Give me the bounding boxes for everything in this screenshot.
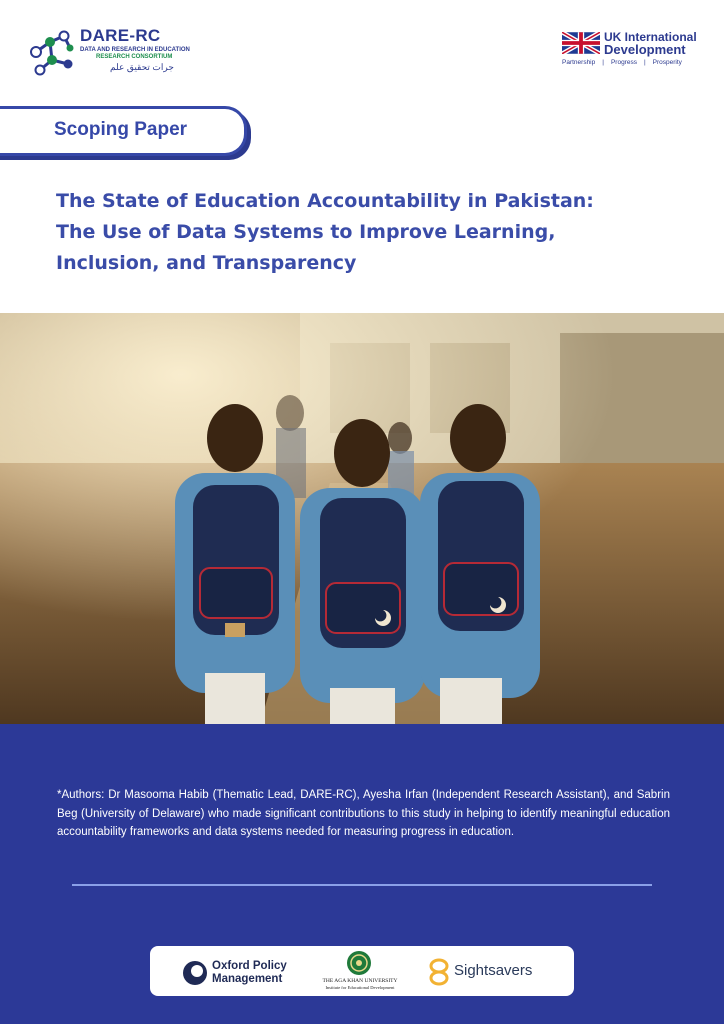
dare-rc-consortium: RESEARCH CONSORTIUM	[96, 54, 173, 60]
opm-logo-icon	[182, 960, 208, 986]
uk-tagline	[562, 59, 682, 66]
uk-international-development-logo	[560, 30, 710, 70]
sightsavers-logo-icon	[428, 958, 450, 986]
partner-logos-bar	[150, 946, 574, 996]
uk-name-line2: Development	[604, 42, 686, 57]
page-title	[56, 186, 656, 279]
divider	[72, 884, 652, 886]
uk-flag-icon	[562, 32, 600, 54]
cover-photo	[0, 313, 724, 724]
opm-name-line1: Oxford Policy	[212, 960, 287, 972]
uk-tag-progress: Progress	[610, 59, 637, 66]
uk-tag-separator: |	[602, 59, 604, 66]
dare-network-icon	[26, 28, 76, 76]
authors-note: *Authors: Dr Masooma Habib (Thematic Lead, DARE-RC), Ayesha Irfan (Independent Research Assistant), and Sabrin Beg (University of Delaware) who made significant contributions to this study in helping to identify meaningful education accountability frameworks and data systems needed for measuring progress in education.	[57, 789, 670, 838]
oxford-policy-management-logo	[182, 958, 302, 986]
document-type-badge	[0, 106, 247, 156]
sightsavers-name: Sightsavers	[454, 962, 533, 979]
aku-institute: Institute for Educational Development	[325, 985, 395, 990]
aku-seal-icon	[346, 950, 372, 976]
schoolgirls-photo-illustration	[0, 313, 724, 724]
title-line-1: The State of Education Accountability in Pakistan:	[56, 190, 594, 212]
dare-rc-subtitle: DATA AND RESEARCH IN EDUCATION	[80, 47, 190, 53]
aga-khan-university-logo	[318, 950, 402, 994]
dare-rc-logo	[26, 26, 206, 82]
dare-rc-urdu-tagline: جرات تحقیق علم	[110, 62, 174, 72]
opm-name-line2: Management	[212, 973, 283, 985]
dare-rc-name: DARE-RC	[80, 26, 161, 45]
uk-name-line1: UK International	[604, 30, 697, 44]
uk-tag-partnership: Partnership	[562, 59, 596, 66]
title-line-3: Inclusion, and Transparency	[56, 252, 357, 274]
document-type-label: Scoping Paper	[54, 119, 188, 140]
uk-tag-separator: |	[643, 59, 646, 66]
title-line-2: The Use of Data Systems to Improve Learning,	[56, 221, 556, 243]
page-header	[0, 0, 724, 100]
uk-tag-prosperity: Prosperity	[652, 59, 682, 66]
aku-name: THE AGA KHAN UNIVERSITY	[322, 978, 398, 984]
sightsavers-logo	[428, 958, 548, 986]
